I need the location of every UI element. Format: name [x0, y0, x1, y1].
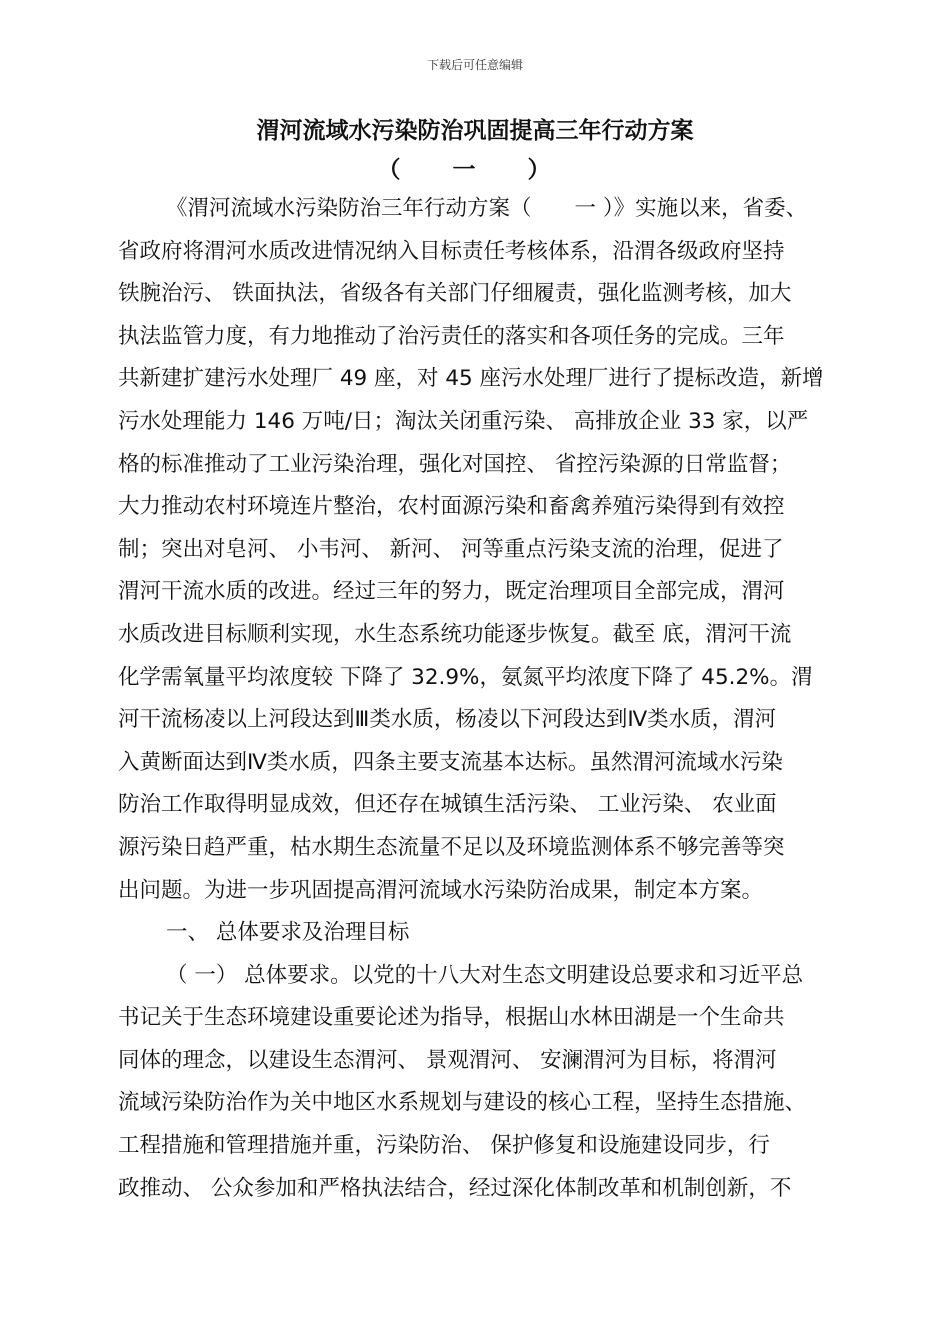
text-line: 共新建扩建污水处理厂 49 座，对 45 座污水处理厂进行了提标改造，新增: [118, 366, 824, 392]
text-line: 省政府将渭河水质改进情况纳入目标责任考核体系，沿渭各级政府坚持: [118, 238, 785, 264]
header-note: 下载后可任意编辑: [426, 58, 523, 72]
text-line: 执法监管力度，有力地推动了治污责任的落实和各项任务的完成。三年: [118, 323, 785, 349]
document-subtitle: （ 一 ）: [377, 157, 573, 183]
text-line: 制；突出对皂河、 小韦河、 新河、 河等重点污染支流的治理，促进了: [118, 536, 784, 562]
document-title: 渭河流域水污染防治巩固提高三年行动方案: [256, 118, 694, 144]
text-line: 化学需氧量平均浓度较 下降了 32.9%，氨氮平均浓度下降了 45.2%。渭: [118, 664, 813, 690]
text-line: 书记关于生态环境建设重要论述为指导，根据山水林田湖是一个生命共: [118, 1005, 785, 1031]
text-line: 源污染日趋严重，枯水期生态流量不足以及环境监测体系不够完善等突: [118, 834, 785, 860]
text-line: 入黄断面达到Ⅳ类水质，四条主要支流基本达标。虽然渭河流域水污染: [118, 749, 783, 775]
text-line: 政推动、 公众参加和严格执法结合，经过深化体制改革和机制创新，不: [118, 1175, 792, 1201]
text-line: 出问题。为进一步巩固提高渭河流域水污染防治成果，制定本方案。: [118, 877, 764, 903]
text-line: 《渭河流域水污染防治三年行动方案（ 一 ）》实施以来，省委、: [166, 196, 808, 221]
text-line: 格的标准推动了工业污染治理，强化对国控、 省控污染源的日常监督；: [118, 451, 792, 477]
text-line: 工程措施和管理措施并重，污染防治、 保护修复和设施建设同步，行: [118, 1133, 770, 1159]
text-line: 流域污染防治作为关中地区水系规划与建设的核心工程，坚持生态措施、: [118, 1090, 807, 1116]
text-line: 污水处理能力 146 万吨/日；淘汰关闭重污染、 高排放企业 33 家，以严: [118, 408, 809, 434]
text-line: 铁腕治污、 铁面执法，省级各有关部门仔细履责，强化监测考核，加大: [118, 281, 792, 307]
section-heading: 一、 总体要求及治理目标: [166, 920, 410, 946]
text-line: 渭河干流水质的改进。经过三年的努力，既定治理项目全部完成，渭河: [118, 579, 785, 605]
text-line: 大力推动农村环境连片整治，农村面源污染和畜禽养殖污染得到有效控: [118, 494, 785, 520]
text-line: （ 一） 总体要求。以党的十八大对生态文明建设总要求和习近平总: [166, 962, 804, 988]
body-text: [118, 188, 858, 1210]
text-line: 河干流杨凌以上河段达到Ⅲ类水质，杨凌以下河段达到Ⅳ类水质，渭河: [118, 707, 777, 733]
text-line: 防治工作取得明显成效，但还存在城镇生活污染、 工业污染、 农业面: [118, 792, 777, 818]
text-line: 水质改进目标顺利实现，水生态系统功能逐步恢复。截至 底，渭河干流: [118, 621, 792, 647]
text-line: 同体的理念，以建设生态渭河、 景观渭河、 安澜渭河为目标，将渭河: [118, 1047, 777, 1073]
